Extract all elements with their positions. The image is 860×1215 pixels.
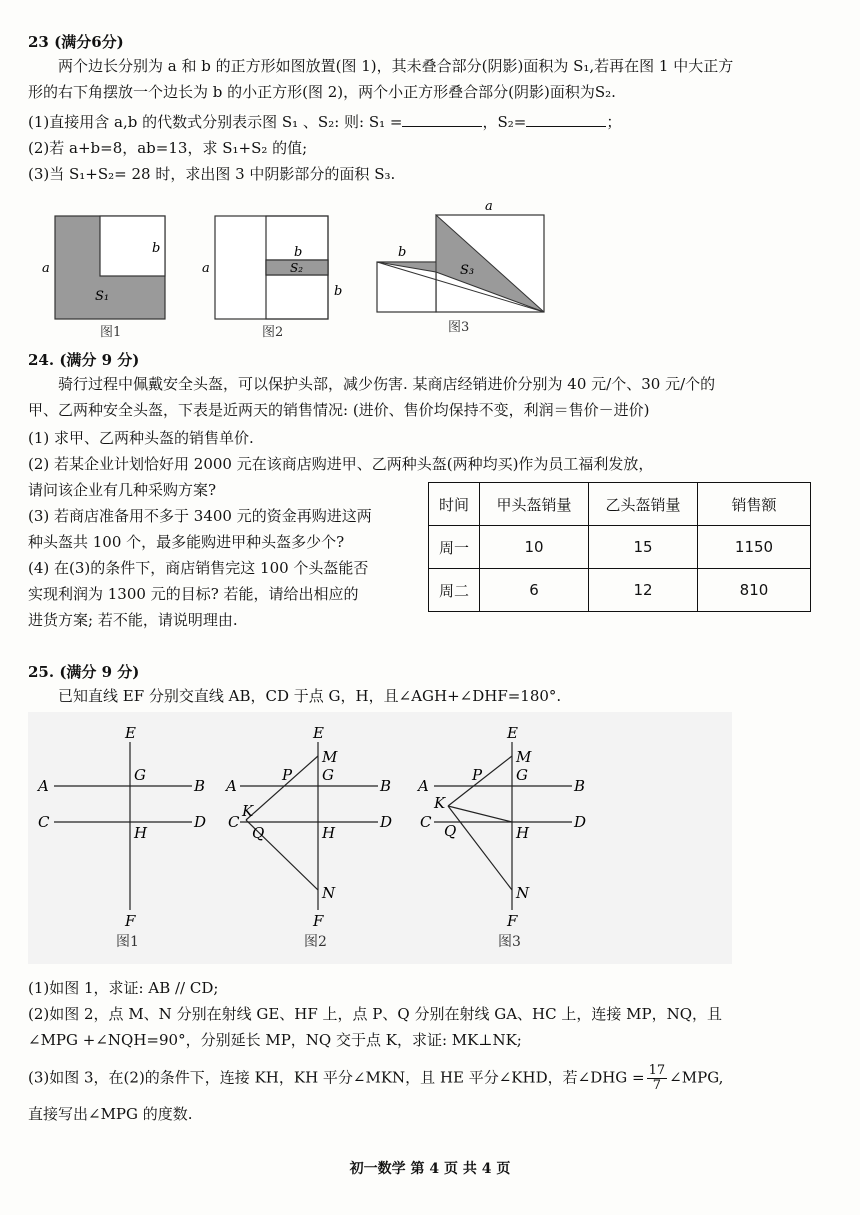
fig2-label-s2: S₂ <box>290 261 304 275</box>
fig3-label-b: b <box>398 245 407 260</box>
fig1-label-B: B <box>194 777 206 795</box>
table-header-row <box>429 483 811 526</box>
sales-table <box>428 482 811 612</box>
table-cell: 周一 <box>429 526 480 569</box>
fig1-label-G: G <box>134 766 146 784</box>
table-cell: 12 <box>589 569 698 612</box>
q23-part2: (2)若 a+b=8，ab=13，求 S₁+S₂ 的值; <box>28 139 308 157</box>
q23-figure-2 <box>200 208 350 338</box>
fig1-label-E: E <box>125 724 136 742</box>
fig2-label-K: K <box>242 802 254 820</box>
fig2-label-B: B <box>380 777 392 795</box>
fig2-caption: 图2 <box>304 934 327 950</box>
fig3-label-N: N <box>516 884 530 902</box>
fig1-label-a: a <box>42 261 50 276</box>
q23-part1-end: ； <box>606 113 622 131</box>
table-header-cell: 乙头盔销量 <box>589 483 698 526</box>
fig2-caption: 图2 <box>262 325 284 338</box>
fig2-label-Q: Q <box>252 824 265 842</box>
fig2-label-A: A <box>226 777 237 795</box>
q24-part2-line1: (2) 若某企业计划恰好用 2000 元在该商店购进甲、乙两种头盔(两种均买)作为员工福利发放， <box>28 455 654 473</box>
table-header-cell: 时间 <box>429 483 480 526</box>
q24-part3-line1: (3) 若商店准备用不多于 3400 元的资金再购进这两 <box>28 507 372 525</box>
table-cell: 周二 <box>429 569 480 612</box>
table-cell: 10 <box>480 526 589 569</box>
q24-part3-line2: 种头盔共 100 个，最多能购进甲种头盔多少个? <box>28 533 345 551</box>
table-cell: 1150 <box>698 526 811 569</box>
q24-para2: 甲、乙两种安全头盔，下表是近两天的销售情况: (进价、售价均保持不变，利润＝售价－进价) <box>28 401 650 419</box>
fig2-label-F: F <box>313 912 324 930</box>
q23-figure-1 <box>40 208 180 338</box>
fig3-caption: 图3 <box>448 320 470 335</box>
q25-part3-line2: 直接写出∠MPG 的度数. <box>28 1105 193 1123</box>
table-cell: 810 <box>698 569 811 612</box>
s1-answer-blank <box>402 112 482 127</box>
fig3-label-a: a <box>485 199 493 214</box>
fig2-label-b-top: b <box>294 245 303 260</box>
fig3-label-Q: Q <box>444 822 457 840</box>
table-cell: 6 <box>480 569 589 612</box>
fig3-label-G: G <box>516 766 528 784</box>
q25-part2-line1: (2)如图 2，点 M、N 分别在射线 GE、HF 上，点 P、Q 分别在射线 GA、HC 上，连接 MP，NQ，且 <box>28 1005 723 1023</box>
q25-part3-suffix: ∠MPG, <box>669 1068 724 1087</box>
q25-part1: (1)如图 1，求证: AB // CD; <box>28 979 219 997</box>
fig3-label-M: M <box>516 748 532 766</box>
q24-part1: (1) 求甲、乙两种头盔的销售单价. <box>28 429 254 447</box>
fig3-label-D: D <box>574 813 587 831</box>
q23-figure-3 <box>372 190 552 338</box>
fig2-label-N: N <box>322 884 336 902</box>
fig2-label-C: C <box>228 813 240 831</box>
q24-part4-line1: (4) 在(3)的条件下，商店销售完这 100 个头盔能否 <box>28 559 369 577</box>
fig1-label-s1: S₁ <box>95 289 110 304</box>
fig1-label-D: D <box>194 813 207 831</box>
fig3-label-s3: S₃ <box>460 263 475 278</box>
q25-part2-line2: ∠MPG +∠NQH=90°，分别延长 MP，NQ 交于点 K，求证: MK⊥NK; <box>28 1031 522 1049</box>
fraction-numerator: 17 <box>648 1063 666 1078</box>
q23-part1-prefix: (1)直接用含 a,b 的代数式分别表示图 S₁ 、S₂: 则: S₁ = <box>28 113 403 131</box>
table-header-cell: 甲头盔销量 <box>480 483 589 526</box>
table-row <box>429 526 811 569</box>
fig3-label-C: C <box>420 813 432 831</box>
q23-para1: 两个边长分别为 a 和 b 的正方形如图放置(图 1)，其未叠合部分(阴影)面积为 S₁,若再在图 1 中大正方 <box>58 57 734 75</box>
fig2-label-a: a <box>202 261 210 276</box>
table-row <box>429 569 811 612</box>
q25-para1: 已知直线 EF 分别交直线 AB，CD 于点 G，H，且∠AGH+∠DHF=180°. <box>58 687 562 705</box>
fig1-label-C: C <box>38 813 50 831</box>
fig3-label-A: A <box>418 777 429 795</box>
fig1-caption: 图1 <box>116 934 139 950</box>
fig3-label-P: P <box>472 766 483 784</box>
q25-title: 25. (满分 9 分) <box>28 663 140 681</box>
table-header-cell: 销售额 <box>698 483 811 526</box>
s2-answer-blank <box>526 112 606 127</box>
fraction-denominator: 7 <box>652 1078 662 1093</box>
fig2-label-D: D <box>380 813 393 831</box>
fig2-label-H: H <box>322 824 336 842</box>
fig2-label-P: P <box>282 766 293 784</box>
fig3-label-K: K <box>434 794 446 812</box>
q23-para2: 形的右下角摆放一个边长为 b 的小正方形(图 2)，两个小正方形叠合部分(阴影)面积为S₂. <box>28 83 616 101</box>
q24-part2-line2: 请问该企业有几种采购方案? <box>28 481 217 499</box>
q25-part3-line1 <box>28 1064 723 1093</box>
fig2-label-M: M <box>322 748 338 766</box>
q24-part4-line3: 进货方案; 若不能，请说明理由. <box>28 611 238 629</box>
q24-title: 24. (满分 9 分) <box>28 351 140 369</box>
fig1-caption: 图1 <box>100 325 122 338</box>
fig3-label-B: B <box>574 777 586 795</box>
q24-para1: 骑行过程中佩戴安全头盔，可以保护头部，减少伤害. 某商店经销进价分别为 40 元/个、30 元/个的 <box>58 375 716 393</box>
q23-title: 23 (满分6分) <box>28 33 124 51</box>
page-footer: 初一数学 第 4 页 共 4 页 <box>349 1161 511 1177</box>
q23-part1-mid: ，S₂= <box>482 113 527 131</box>
fig3-label-E: E <box>507 724 518 742</box>
fig1-label-H: H <box>134 824 148 842</box>
fraction-17-over-7 <box>647 1064 668 1093</box>
q25-part3-prefix: (3)如图 3，在(2)的条件下，连接 KH，KH 平分∠MKN，且 HE 平分∠KHD，若∠DHG = <box>28 1068 645 1087</box>
fig3-label-F: F <box>507 912 518 930</box>
fig2-label-G: G <box>322 766 334 784</box>
q24-part4-line2: 实现利润为 1300 元的目标? 若能，请给出相应的 <box>28 585 359 603</box>
fig2-label-b-right: b <box>334 284 343 299</box>
fig1-label-A: A <box>38 777 49 795</box>
fig2-label-E: E <box>313 724 324 742</box>
q25-figures <box>28 712 732 964</box>
fig3-label-H: H <box>516 824 530 842</box>
fig1-label-b: b <box>152 241 161 256</box>
fig3-caption: 图3 <box>498 934 521 950</box>
q23-part3: (3)当 S₁+S₂= 28 时，求出图 3 中阴影部分的面积 S₃. <box>28 165 396 183</box>
q23-part1 <box>28 112 621 132</box>
table-cell: 15 <box>589 526 698 569</box>
fig1-label-F: F <box>125 912 136 930</box>
